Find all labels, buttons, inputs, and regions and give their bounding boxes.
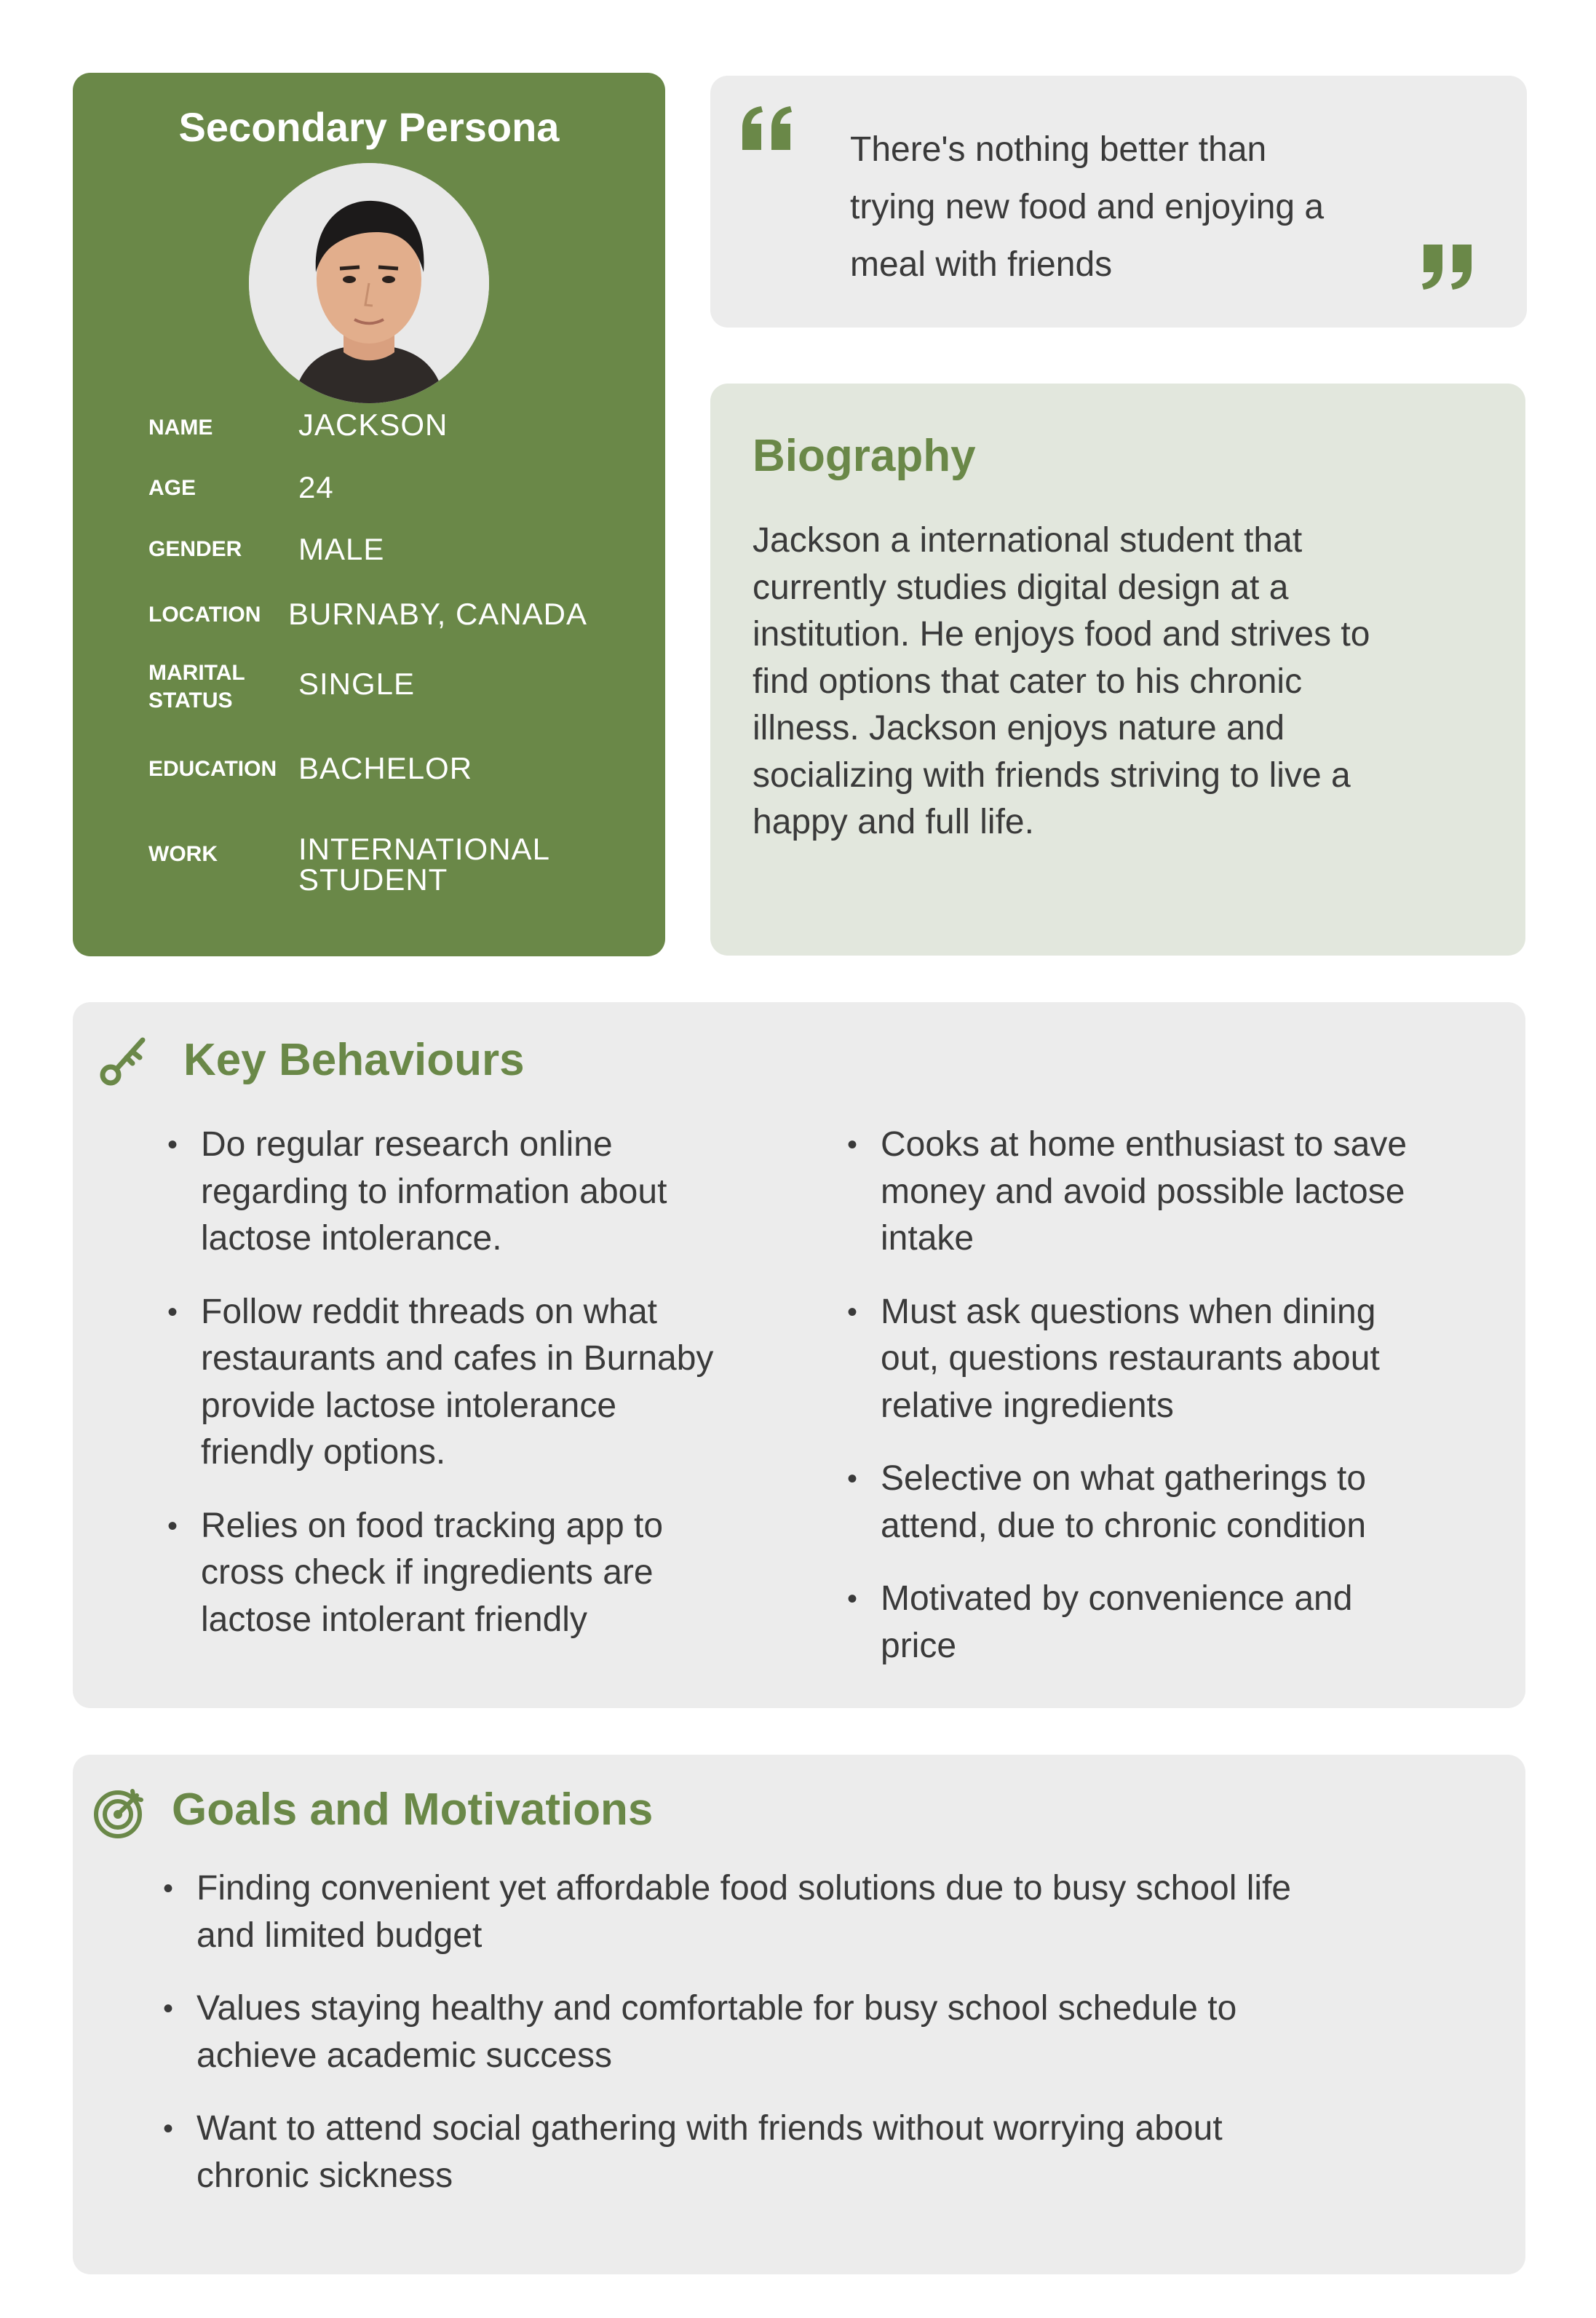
list-item: • Values staying healthy and comfortable for busy school schedule to achieve academic success [163,1985,1473,2079]
list-item: • Follow reddit threads on what restaurants and cafes in Burnaby provide lactose intolerance friendly options. [167,1289,764,1477]
goals-list [163,1865,1473,2226]
biography-text: Jackson a international student that currently studies digital design at a institution. He enjoys food and strives to find options that cater to his chronic illness. Jackson enjoys nature and socializing with friends striving to live a happy and full life. [753,521,1370,841]
biography-card [710,384,1525,956]
attr-label-work: WORK [148,842,218,866]
biography-title: Biography [753,431,976,481]
attr-value-work: INTERNATIONAL STUDENT [298,832,550,897]
list-item: • Motivated by convenience and price [847,1576,1488,1670]
persona-title: Secondary Persona [178,104,560,150]
list-item: • Cooks at home enthusiast to save money and avoid possible lactose intake [847,1122,1488,1263]
list-item: • Relies on food tracking app to cross check if ingredients are lactose intolerant friendly [167,1503,764,1644]
attr-label-age: AGE [148,476,196,500]
attr-value-education: BACHELOR [298,751,473,785]
key-icon [99,1033,150,1088]
behaviours-left-list [167,1122,764,1670]
key-behaviours-card [73,1002,1525,1708]
attr-value-location: BURNABY, CANADA [288,597,588,631]
target-icon [92,1785,147,1841]
persona-card [73,73,665,956]
attr-label-location: LOCATION [148,603,261,627]
attr-value-marital-status: SINGLE [298,667,416,701]
list-item: • Must ask questions when dining out, questions restaurants about relative ingredients [847,1289,1488,1430]
open-quote-icon [739,106,795,151]
attr-label-marital-status: MARITAL STATUS [148,661,245,713]
attr-label-education: EDUCATION [148,757,277,781]
list-item: • Finding convenient yet affordable food solutions due to busy school life and limited budget [163,1865,1473,1959]
quote-text: There's nothing better than trying new food and enjoying a meal with friends [850,130,1325,284]
close-quote-icon [1421,245,1476,290]
goals-title: Goals and Motivations [172,1785,654,1835]
quote-card [710,76,1527,328]
list-item: • Want to attend social gathering with friends without worrying about chronic sickness [163,2105,1473,2199]
attr-value-gender: MALE [298,532,385,566]
key-behaviours-title: Key Behaviours [183,1035,525,1085]
avatar [249,163,489,403]
attr-label-gender: GENDER [148,537,242,561]
goals-card [73,1755,1525,2274]
attr-value-name: JACKSON [298,408,448,442]
attr-label-name: NAME [148,416,213,440]
list-item: • Selective on what gatherings to attend, due to chronic condition [847,1456,1488,1549]
list-item: • Do regular research online regarding to information about lactose intolerance. [167,1122,764,1263]
attr-value-age: 24 [298,470,334,504]
behaviours-right-list [847,1122,1488,1696]
